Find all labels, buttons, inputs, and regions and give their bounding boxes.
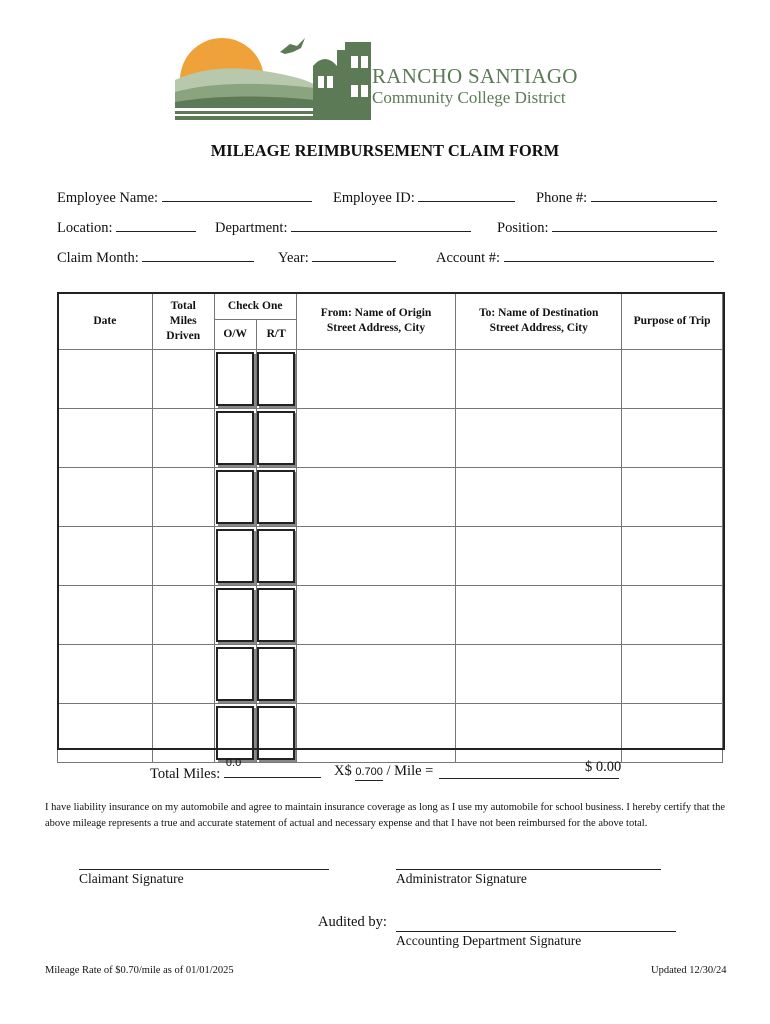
header-total-miles: Total Miles Driven xyxy=(152,293,214,350)
to-cell[interactable] xyxy=(456,468,622,527)
rate-suffix: / Mile = xyxy=(386,763,434,779)
org-name-line1: RANCHO SANTIAGO xyxy=(372,64,578,88)
position-label: Position: xyxy=(497,220,549,236)
employee-name-field[interactable] xyxy=(57,187,312,207)
header-to: To: Name of Destination Street Address, City xyxy=(456,293,622,350)
rt-cell[interactable] xyxy=(256,586,296,645)
ow-checkbox[interactable] xyxy=(216,529,254,583)
to-cell[interactable] xyxy=(456,645,622,704)
rt-checkbox[interactable] xyxy=(257,588,295,642)
to-cell[interactable] xyxy=(456,586,622,645)
to-cell[interactable] xyxy=(456,704,622,763)
claim-month-line[interactable] xyxy=(142,247,254,262)
ow-cell[interactable] xyxy=(214,409,256,468)
mileage-rate-note: Mileage Rate of $0.70/mile as of 01/01/2025 xyxy=(45,965,234,976)
trip-table xyxy=(57,292,723,763)
accounting-signature-line[interactable] xyxy=(396,931,676,932)
rt-cell[interactable] xyxy=(256,527,296,586)
org-name-line2: Community College District xyxy=(372,88,566,107)
accounting-signature-label: Accounting Department Signature xyxy=(396,933,582,948)
purpose-cell[interactable] xyxy=(622,586,723,645)
rate-line[interactable] xyxy=(355,763,383,781)
claim-month-field[interactable] xyxy=(57,247,254,267)
phone-line[interactable] xyxy=(591,187,717,202)
table-row xyxy=(58,586,723,645)
department-field[interactable] xyxy=(215,217,471,237)
employee-id-label: Employee ID: xyxy=(333,190,415,206)
miles-cell[interactable] xyxy=(152,586,214,645)
header-check-one: Check One xyxy=(214,293,296,320)
ow-checkbox[interactable] xyxy=(216,706,254,760)
position-field[interactable] xyxy=(497,217,717,237)
ow-checkbox[interactable] xyxy=(216,647,254,701)
from-cell[interactable] xyxy=(296,704,456,763)
rt-cell[interactable] xyxy=(256,468,296,527)
rt-checkbox[interactable] xyxy=(257,352,295,406)
rt-cell[interactable] xyxy=(256,350,296,409)
ow-cell[interactable] xyxy=(214,704,256,763)
claimant-signature-label: Claimant Signature xyxy=(79,871,184,886)
miles-cell[interactable] xyxy=(152,409,214,468)
employee-id-field[interactable] xyxy=(333,187,515,207)
phone-field[interactable] xyxy=(536,187,717,207)
purpose-cell[interactable] xyxy=(622,645,723,704)
rt-checkbox[interactable] xyxy=(257,470,295,524)
administrator-signature-line[interactable] xyxy=(396,869,661,870)
from-cell[interactable] xyxy=(296,468,456,527)
date-cell[interactable] xyxy=(58,645,153,704)
ow-cell[interactable] xyxy=(214,468,256,527)
rt-cell[interactable] xyxy=(256,645,296,704)
employee-name-label: Employee Name: xyxy=(57,190,159,206)
ow-cell[interactable] xyxy=(214,527,256,586)
ow-cell[interactable] xyxy=(214,645,256,704)
header-ow: O/W xyxy=(214,320,256,350)
from-cell[interactable] xyxy=(296,586,456,645)
certification-text: I have liability insurance on my automobile and agree to maintain insurance coverage as long as I use my automobile for school business. I hereby certify that the above mileage represents a true and accurate statement of actual and necessary expense and that I have not been reimbursed for the above total. xyxy=(45,802,725,829)
date-cell[interactable] xyxy=(58,527,153,586)
updated-date: Updated 12/30/24 xyxy=(651,965,727,976)
purpose-cell[interactable] xyxy=(622,468,723,527)
employee-id-line[interactable] xyxy=(418,187,515,202)
phone-label: Phone #: xyxy=(536,190,588,206)
position-line[interactable] xyxy=(552,217,717,232)
table-row xyxy=(58,645,723,704)
total-miles-label: Total Miles: xyxy=(150,766,221,782)
administrator-signature-label: Administrator Signature xyxy=(396,871,527,886)
miles-cell[interactable] xyxy=(152,350,214,409)
audited-by-label: Audited by: xyxy=(318,914,387,930)
miles-cell[interactable] xyxy=(152,527,214,586)
table-row xyxy=(58,527,723,586)
to-cell[interactable] xyxy=(456,409,622,468)
table-row xyxy=(58,350,723,409)
account-label: Account #: xyxy=(436,250,501,266)
table-header-row xyxy=(58,293,723,320)
rt-checkbox[interactable] xyxy=(257,529,295,583)
department-line[interactable] xyxy=(291,217,471,232)
ow-cell[interactable] xyxy=(214,350,256,409)
ow-cell[interactable] xyxy=(214,586,256,645)
rate-value: 0.700 xyxy=(355,766,383,778)
rt-cell[interactable] xyxy=(256,704,296,763)
from-cell[interactable] xyxy=(296,409,456,468)
ow-checkbox[interactable] xyxy=(216,352,254,406)
year-line[interactable] xyxy=(312,247,396,262)
rt-checkbox[interactable] xyxy=(257,706,295,760)
account-field[interactable] xyxy=(436,247,714,267)
date-cell[interactable] xyxy=(58,704,153,763)
purpose-cell[interactable] xyxy=(622,350,723,409)
header-purpose: Purpose of Trip xyxy=(622,293,723,350)
date-cell[interactable] xyxy=(58,586,153,645)
date-cell[interactable] xyxy=(58,409,153,468)
purpose-cell[interactable] xyxy=(622,409,723,468)
miles-cell[interactable] xyxy=(152,468,214,527)
miles-cell[interactable] xyxy=(152,704,214,763)
form-title: MILEAGE REIMBURSEMENT CLAIM FORM xyxy=(210,141,560,160)
total-miles-line[interactable] xyxy=(224,757,321,778)
account-line[interactable] xyxy=(504,247,714,262)
trip-rows xyxy=(58,350,723,763)
year-field[interactable] xyxy=(278,247,396,267)
header-rt: R/T xyxy=(256,320,296,350)
ow-checkbox[interactable] xyxy=(216,588,254,642)
rt-checkbox[interactable] xyxy=(257,647,295,701)
location-label: Location: xyxy=(57,220,113,236)
date-cell[interactable] xyxy=(58,468,153,527)
rate-prefix: X$ xyxy=(334,763,352,779)
date-cell[interactable] xyxy=(58,350,153,409)
to-cell[interactable] xyxy=(456,527,622,586)
table-row xyxy=(58,704,723,763)
rate-field xyxy=(334,763,433,781)
miles-cell[interactable] xyxy=(152,645,214,704)
from-cell[interactable] xyxy=(296,350,456,409)
location-line[interactable] xyxy=(116,217,196,232)
table-row xyxy=(58,468,723,527)
ow-checkbox[interactable] xyxy=(216,411,254,465)
claim-month-label: Claim Month: xyxy=(57,250,139,266)
header-date: Date xyxy=(58,293,153,350)
from-cell[interactable] xyxy=(296,645,456,704)
to-cell[interactable] xyxy=(456,350,622,409)
table-row xyxy=(58,409,723,468)
location-field[interactable] xyxy=(57,217,196,237)
rt-cell[interactable] xyxy=(256,409,296,468)
department-label: Department: xyxy=(215,220,288,236)
year-label: Year: xyxy=(278,250,309,266)
claimant-signature-line[interactable] xyxy=(79,869,329,870)
purpose-cell[interactable] xyxy=(622,527,723,586)
amount-line[interactable] xyxy=(439,778,619,779)
ow-checkbox[interactable] xyxy=(216,470,254,524)
purpose-cell[interactable] xyxy=(622,704,723,763)
rt-checkbox[interactable] xyxy=(257,411,295,465)
amount-value: $ 0.00 xyxy=(585,759,622,775)
from-cell[interactable] xyxy=(296,527,456,586)
employee-name-line[interactable] xyxy=(162,187,312,202)
total-miles-value: 0.0 xyxy=(225,757,242,769)
total-miles-field xyxy=(150,757,321,783)
header-from: From: Name of Origin Street Address, City xyxy=(296,293,456,350)
